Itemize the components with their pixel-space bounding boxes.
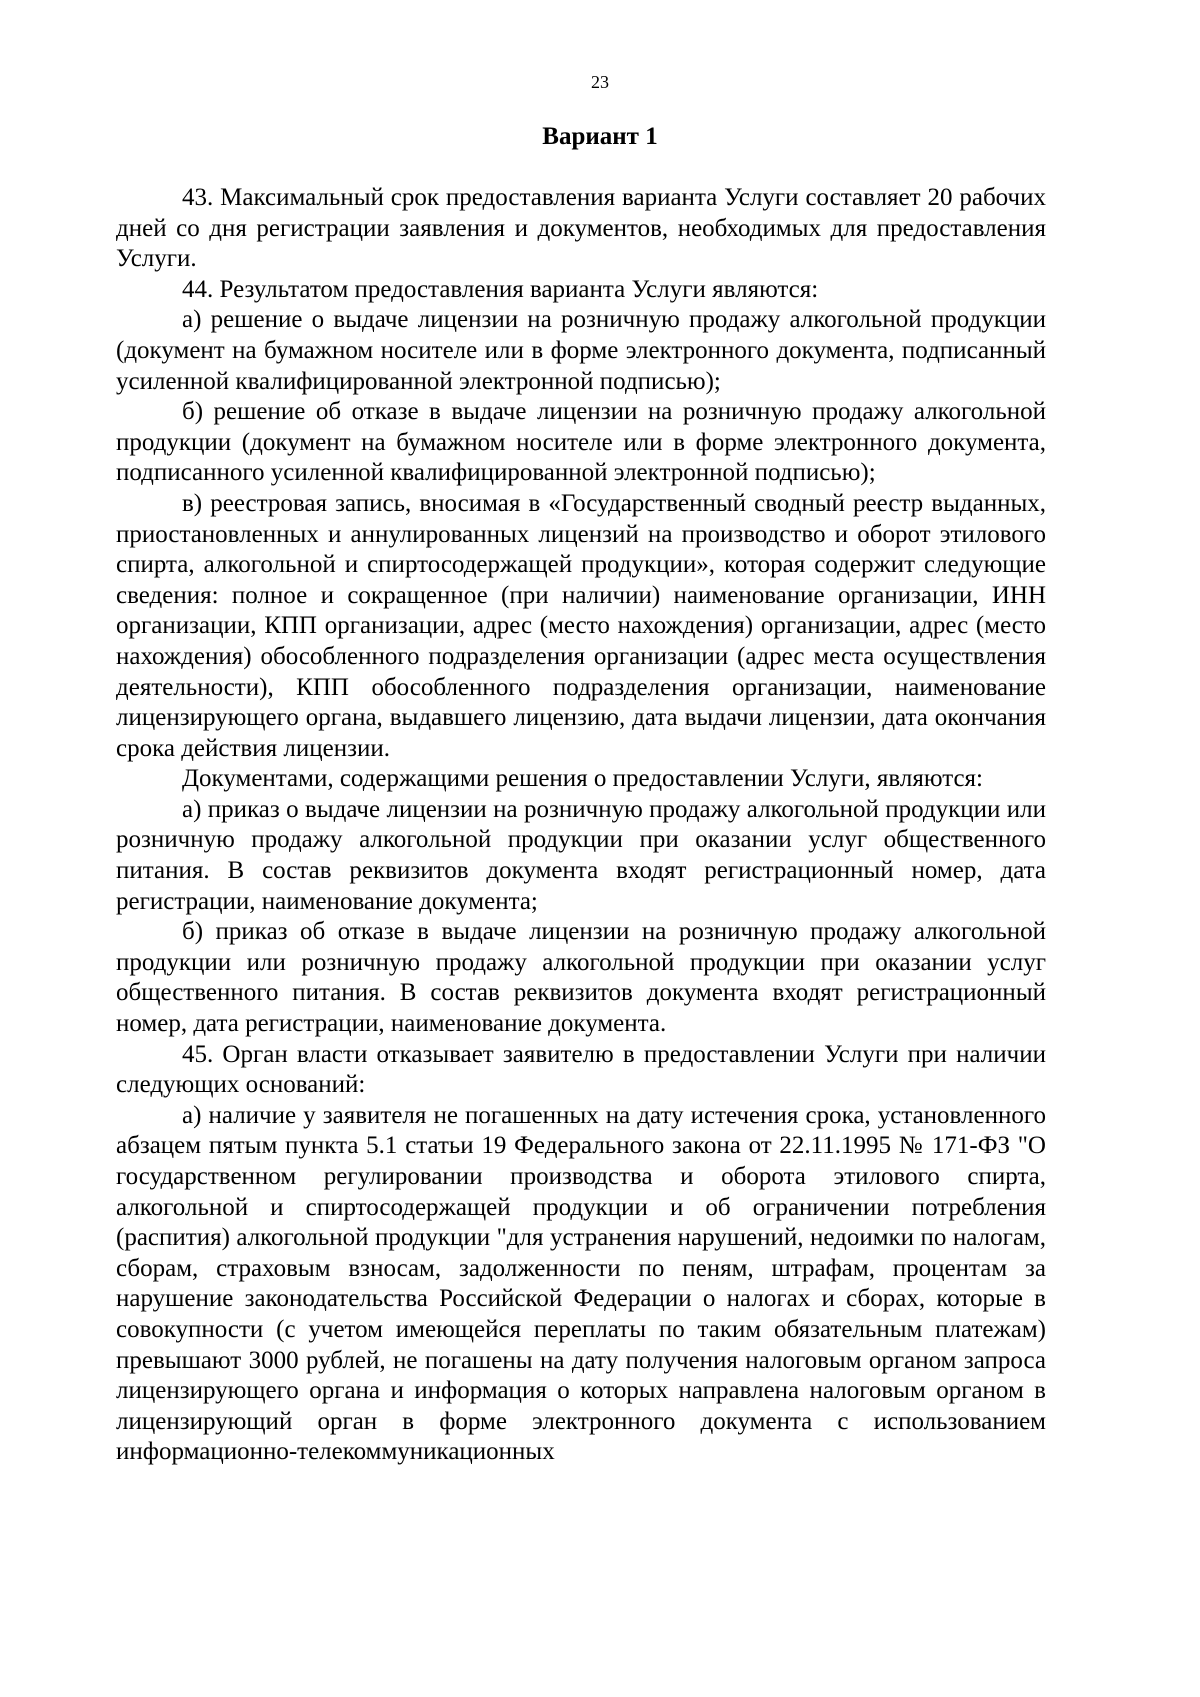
paragraph-44-b: б) решение об отказе в выдаче лицензии на розничную продажу алкогольной продукции (документ на бумажном носителе или в форме электронного документа, подписанного усиленной квалифицированной электронной подписью); — [116, 398, 1046, 487]
section-heading: Вариант 1 — [542, 123, 658, 150]
paragraph-45: 45. Орган власти отказывает заявителю в предоставлении Услуги при наличии следующих оснований: — [116, 1040, 1046, 1099]
document-body — [116, 183, 1046, 1468]
paragraph-decision-b: б) приказ об отказе в выдаче лицензии на розничную продажу алкогольной продукции или розничную продажу алкогольной продукции при оказании услуг общественного питания. В состав реквизитов документа входят регистрационный номер, дата регистрации, наименование документа. — [116, 918, 1046, 1038]
paragraph-decision-documents: Документами, содержащими решения о предоставлении Услуги, являются: — [182, 765, 983, 793]
paragraph-44-v: в) реестровая запись, вносимая в «Государственный сводный реестр выданных, приостановленных и аннулированных лицензий на производство и оборот этилового спирта, алкогольной и спиртосодержащей продукции», которая содержит следующие сведения: полное и сокращенное (при наличии) наименование организации, ИНН организации, КПП организации, адрес (место нахождения) организации, адрес (место нахождения) обособленного подразделения организации (адрес места осуществления деятельности), КПП обособленного подразделения организации, наименование лицензирующего органа, выдавшего лицензию, дата выдачи лицензии, дата окончания срока действия лицензии. — [116, 489, 1046, 762]
paragraph-45-a: а) наличие у заявителя не погашенных на дату истечения срока, установленного абзацем пятым пункта 5.1 статьи 19 Федерального закона от 22.11.1995 № 171-ФЗ "О государственном регулировании производства и оборота этилового спирта, алкогольной и спиртосодержащей продукции и об ограничении потребления (распития) алкогольной продукции "для устранения нарушений, недоимки по налогам, сборам, страховым взносам, задолженности по пеням, штрафам, процентам за нарушение законодательства Российской Федерации о налогах и сборах, которые в совокупности (с учетом имеющейся переплаты по таким обязательным платежам) превышают 3000 рублей, не погашены на дату получения налоговым органом запроса лицензирующего органа и информация о которых направлена налоговым органом в лицензирующий орган в форме электронного документа с использованием информационно-телекоммуникационных — [116, 1101, 1046, 1466]
paragraph-43: 43. Максимальный срок предоставления варианта Услуги составляет 20 рабочих дней со дня регистрации заявления и документов, необходимых для предоставления Услуги. — [116, 184, 1046, 273]
paragraph-decision-a: а) приказ о выдаче лицензии на розничную продажу алкогольной продукции или розничную продажу алкогольной продукции при оказании услуг общественного питания. В состав реквизитов документа входят регистрационный номер, дата регистрации, наименование документа; — [116, 795, 1046, 915]
page-number: 23 — [591, 72, 609, 92]
paragraph-44: 44. Результатом предоставления варианта Услуги являются: — [182, 275, 819, 303]
paragraph-44-a: а) решение о выдаче лицензии на розничную продажу алкогольной продукции (документ на бумажном носителе или в форме электронного документа, подписанный усиленной квалифицированной электронной подписью); — [116, 306, 1046, 395]
